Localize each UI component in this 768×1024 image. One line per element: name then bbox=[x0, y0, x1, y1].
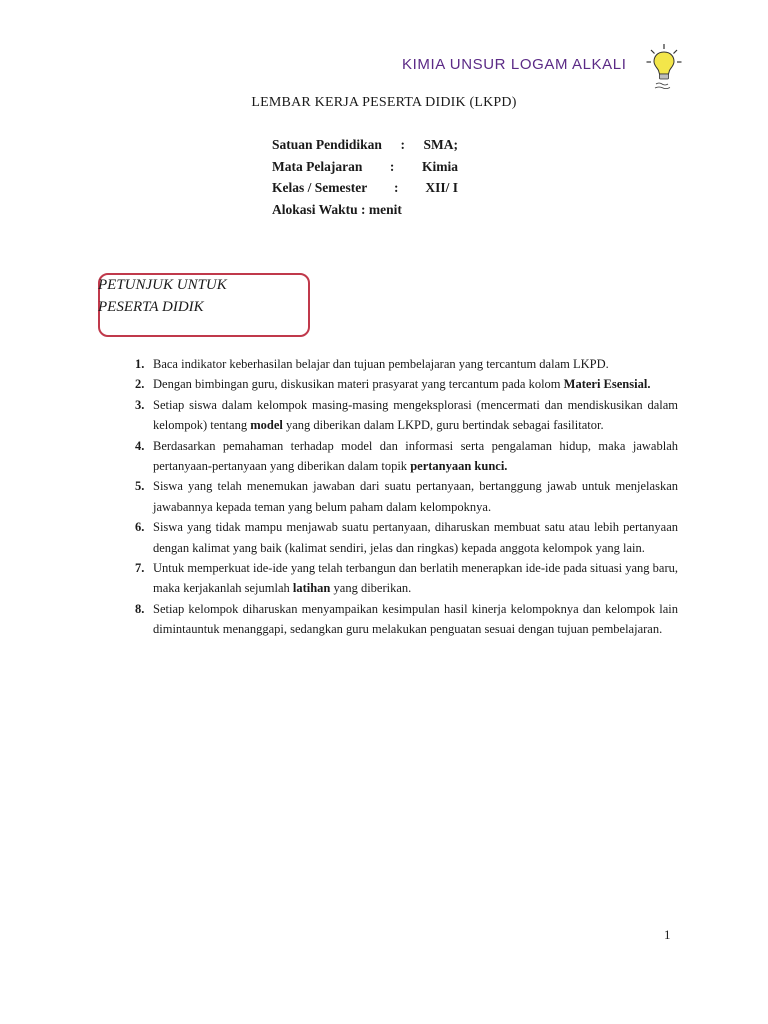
step-bold-text: Materi Esensial. bbox=[563, 377, 651, 392]
identity-block bbox=[272, 134, 458, 220]
identity-value: XII/ I bbox=[425, 180, 458, 195]
list-item bbox=[131, 395, 678, 436]
identity-label: Mata Pelajaran bbox=[272, 158, 363, 174]
step-text: Untuk memperkuat ide-ide yang telah terbangun dan berlatih menerapkan ide-ide pada situasi yang baru, maka kerjakanlah sejumlah bbox=[153, 561, 678, 596]
instruction-steps bbox=[131, 354, 678, 640]
identity-label: Alokasi Waktu bbox=[272, 201, 358, 217]
identity-row bbox=[272, 177, 458, 199]
identity-row bbox=[272, 156, 458, 178]
step-number: 5. bbox=[135, 479, 145, 494]
step-number: 2. bbox=[135, 377, 145, 392]
lightbulb-icon bbox=[646, 42, 682, 92]
step-text: Setiap siswa dalam kelompok masing-masing mengeksplorasi (mencermati dan mendiskusikan dalam kelompok) tentang bbox=[153, 397, 678, 433]
list-item bbox=[131, 436, 678, 477]
list-item bbox=[131, 517, 678, 558]
step-text: Baca indikator keberhasilan belajar dan tujuan pembelajaran yang tercantum dalam LKPD. bbox=[153, 357, 609, 371]
step-number: 4. bbox=[135, 438, 145, 453]
step-text-end: yang diberikan. bbox=[330, 581, 412, 596]
step-text: Siswa yang telah menemukan jawaban dari suatu pertanyaan, bertanggung jawab untuk menjelaskan jawabannya kepada teman yang belum paham dalam kelompoknya. bbox=[153, 479, 678, 514]
step-number: 6. bbox=[135, 520, 145, 535]
step-bold-text: latihan bbox=[292, 581, 331, 596]
step-bold-text: model bbox=[250, 418, 283, 433]
identity-row bbox=[272, 199, 458, 221]
step-text: Dengan bimbingan guru, diskusikan materi prasyarat yang tercantum pada kolom bbox=[153, 377, 564, 392]
step-number: 7. bbox=[135, 561, 145, 576]
step-text-end: yang diberikan dalam LKPD, guru bertindak sebagai fasilitator. bbox=[282, 418, 604, 433]
list-item bbox=[131, 354, 678, 374]
identity-separator: : bbox=[361, 201, 369, 217]
step-text: Setiap kelompok diharuskan menyampaikan kesimpulan hasil kinerja kelompoknya dan kelompok lain dimintauntuk menanggapi, sedangkan guru melakukan penguatan sesuai dengan tujuan pembelajaran. bbox=[153, 601, 678, 637]
document-title: LEMBAR KERJA PESERTA DIDIK (LKPD) bbox=[251, 95, 517, 110]
identity-value: menit bbox=[368, 201, 402, 217]
identity-separator: : bbox=[389, 158, 395, 174]
page-number: 1 bbox=[664, 927, 671, 942]
identity-label: Kelas / Semester bbox=[272, 180, 368, 195]
identity-separator: : bbox=[394, 180, 399, 195]
header-title: KIMIA UNSUR LOGAM ALKALI bbox=[402, 56, 627, 73]
identity-separator: : bbox=[400, 137, 405, 152]
identity-value: Kimia bbox=[421, 158, 458, 174]
list-item bbox=[131, 599, 678, 640]
instructions-heading: PETUNJUK UNTUK PESERTA DIDIK bbox=[98, 277, 227, 315]
list-item bbox=[131, 374, 678, 394]
identity-label: Satuan Pendidikan bbox=[272, 137, 382, 152]
list-item bbox=[131, 476, 678, 517]
identity-value: SMA; bbox=[423, 137, 458, 152]
step-number: 8. bbox=[135, 601, 145, 616]
step-text: Siswa yang tidak mampu menjawab suatu pertanyaan, diharuskan membuat satu atau lebih pertanyaan dengan kalimat yang baik (kalimat sendiri, jelas dan ringkas) kepada anggota kelompok yang lain. bbox=[153, 520, 678, 555]
identity-row bbox=[272, 134, 458, 156]
step-number: 3. bbox=[135, 397, 145, 412]
list-item bbox=[131, 558, 678, 599]
step-number: 1. bbox=[135, 357, 145, 371]
step-text: Berdasarkan pemahaman terhadap model dan informasi serta pengalaman hidup, maka jawablah pertanyaan-pertanyaan yang diberikan dalam topik bbox=[153, 438, 678, 474]
step-bold-text: pertanyaan kunci. bbox=[410, 459, 508, 474]
